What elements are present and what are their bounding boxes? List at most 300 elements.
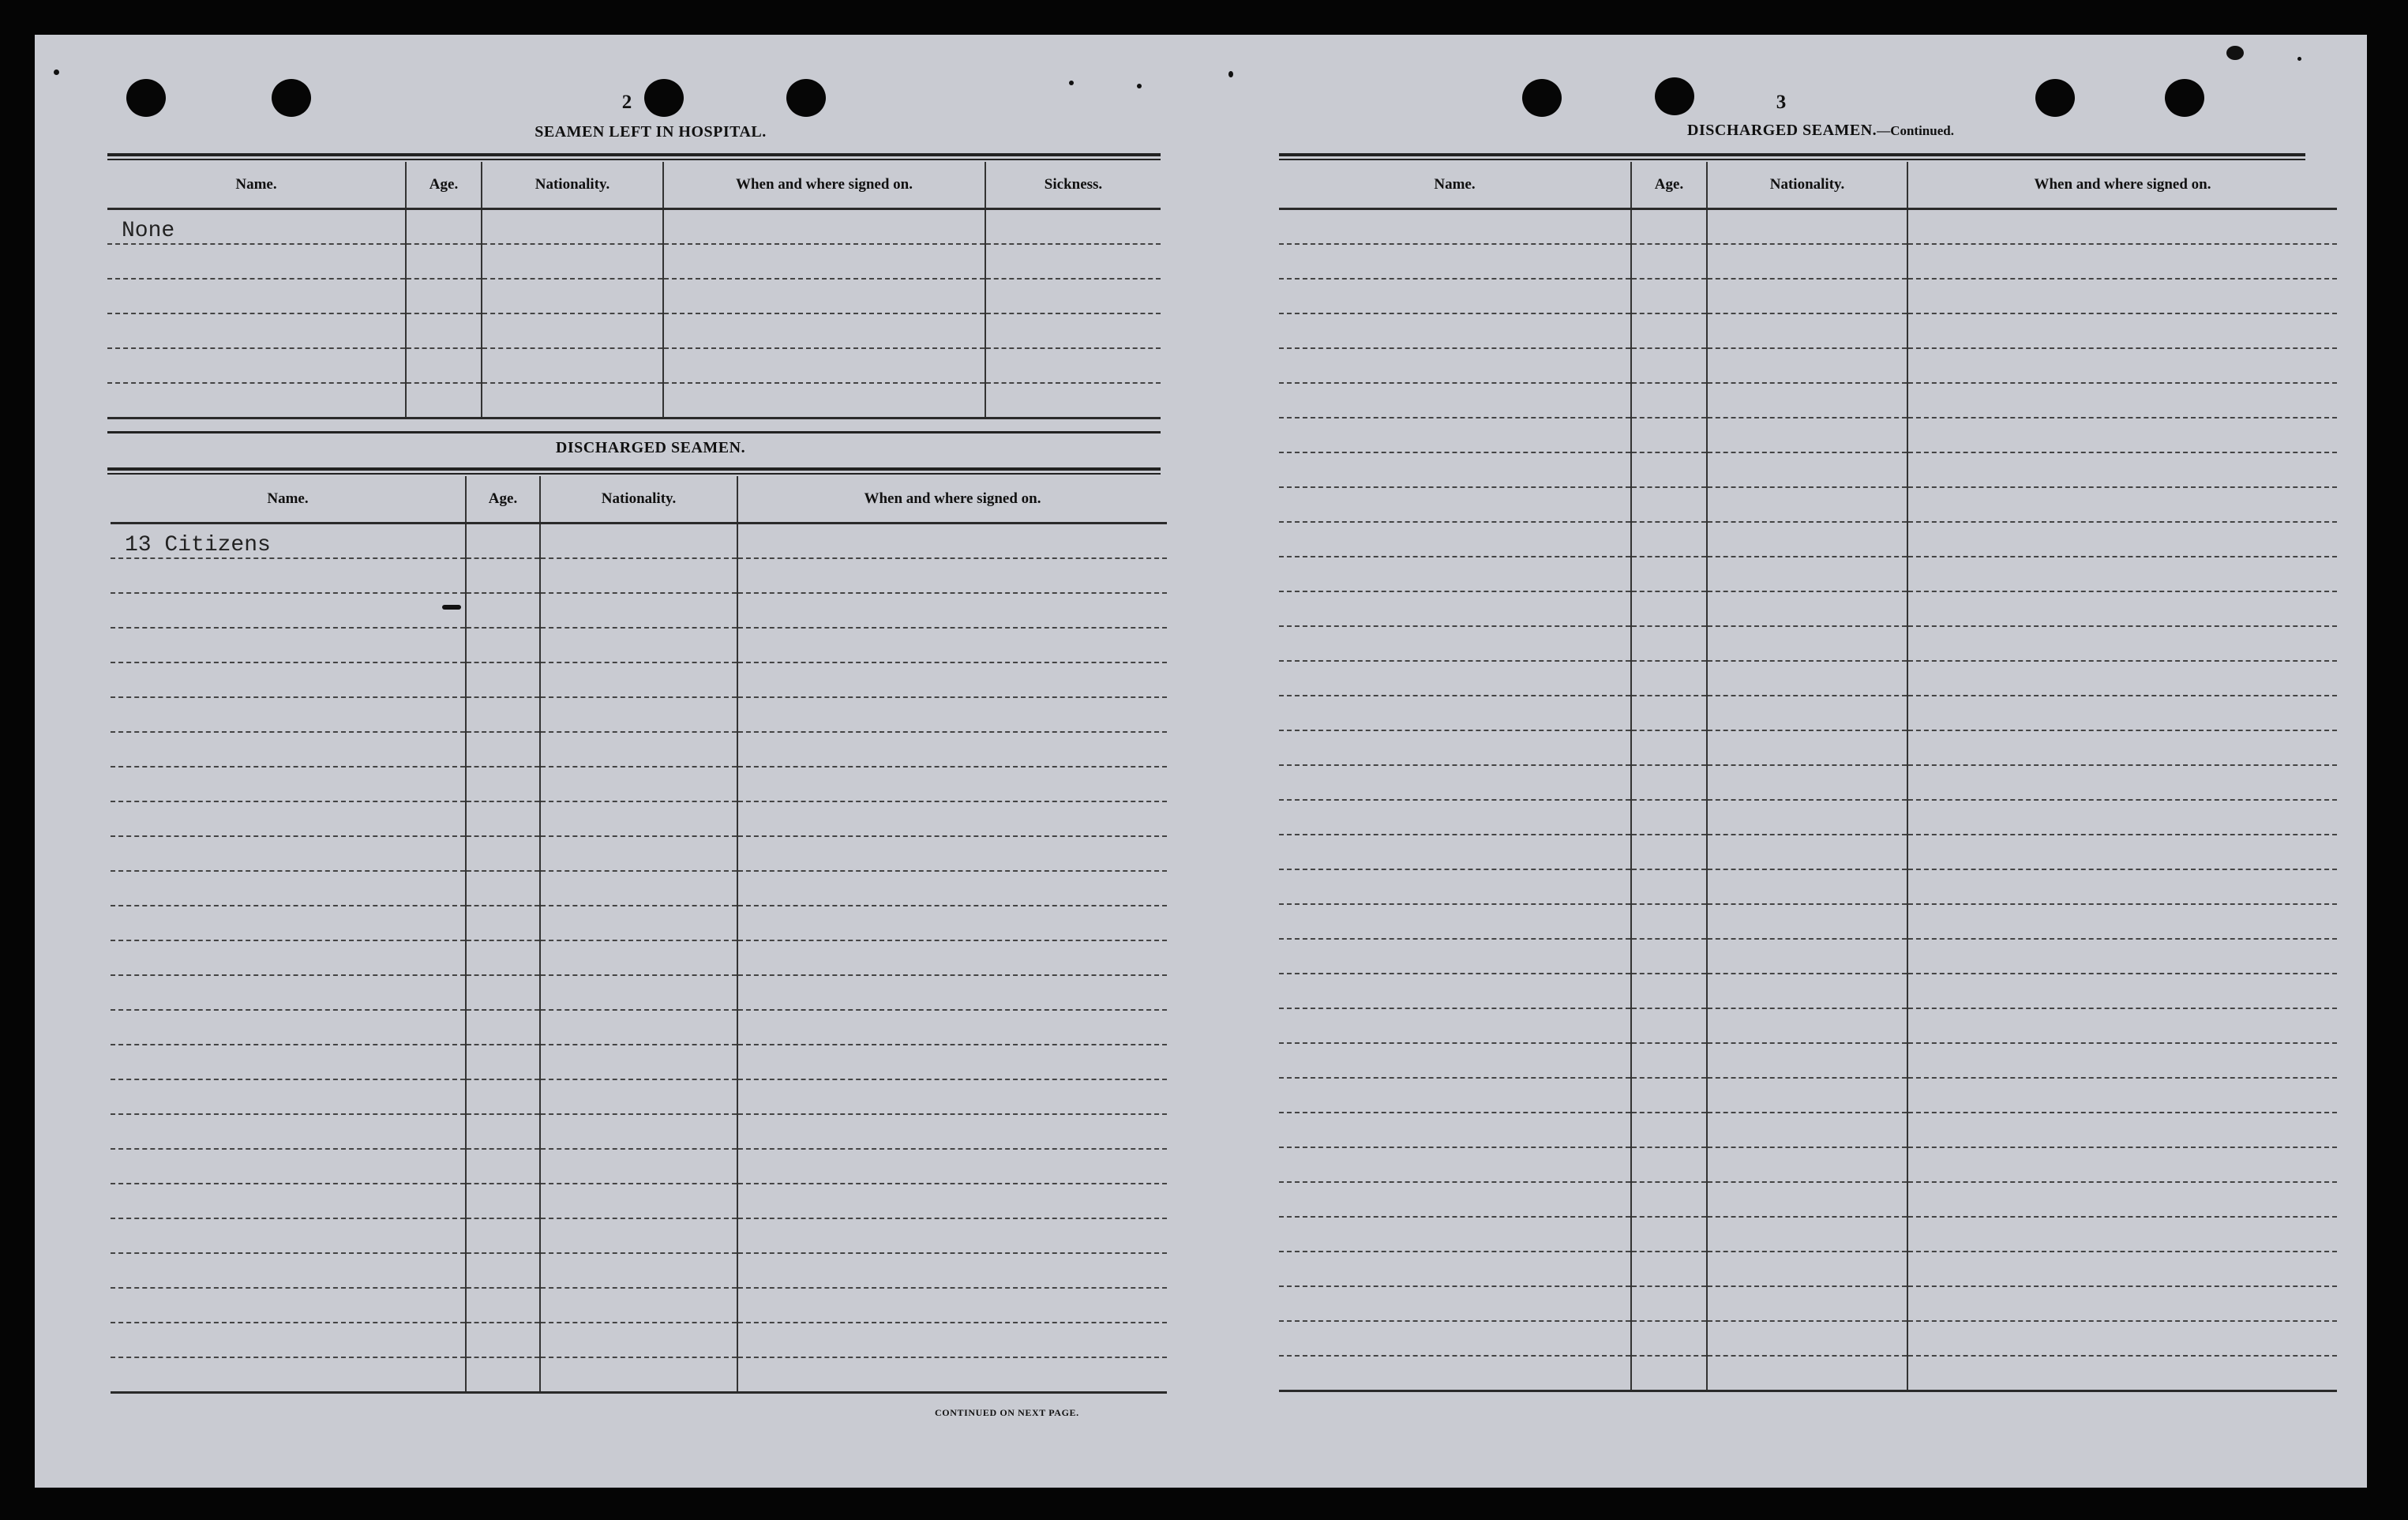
table-cell [540, 1357, 737, 1393]
table-cell [466, 1218, 540, 1253]
table-row [1279, 1356, 2337, 1391]
table-cell [1631, 1078, 1707, 1113]
column-header: Name. [107, 162, 406, 209]
table-cell [1707, 904, 1907, 939]
table-cell [1907, 383, 2337, 418]
table-row [111, 1288, 1167, 1323]
table-cell [466, 871, 540, 906]
table-cell [1907, 904, 2337, 939]
table-cell [1907, 244, 2337, 279]
table-cell [1707, 800, 1907, 835]
table-cell [1631, 418, 1707, 452]
table-cell [111, 767, 466, 801]
page-number: 2 [621, 92, 632, 113]
table-row [1279, 591, 2337, 626]
table-cell [1907, 765, 2337, 800]
table-cell [1907, 209, 2337, 245]
table-cell [1631, 487, 1707, 522]
table-cell [1631, 244, 1707, 279]
table-cell [1707, 730, 1907, 765]
table-row [1279, 348, 2337, 383]
table-cell [1907, 1147, 2337, 1182]
table-cell [1907, 418, 2337, 452]
table-cell [540, 524, 737, 559]
table-cell [1907, 1356, 2337, 1391]
table-row [1279, 1043, 2337, 1078]
table-cell [1279, 1286, 1631, 1321]
table-cell [1279, 661, 1631, 696]
table-row [107, 383, 1161, 418]
table-row [111, 940, 1167, 975]
table-cell [663, 244, 985, 279]
table-cell [466, 1079, 540, 1114]
table-row [111, 1218, 1167, 1253]
table-cell [737, 1149, 1167, 1184]
ink-speck [1069, 81, 1074, 85]
table-cell [1279, 765, 1631, 800]
table-cell [540, 801, 737, 836]
table-cell [1279, 1217, 1631, 1252]
column-header: Name. [1279, 162, 1631, 209]
table-row [1279, 244, 2337, 279]
table-cell [1631, 696, 1707, 730]
table-cell [1631, 279, 1707, 313]
table-cell [1907, 591, 2337, 626]
table-cell [1631, 765, 1707, 800]
column-header: Nationality. [482, 162, 663, 209]
table-cell [540, 1149, 737, 1184]
table-cell [1631, 1217, 1707, 1252]
table-row [1279, 1147, 2337, 1182]
table-row [1279, 279, 2337, 313]
table-cell [737, 628, 1167, 662]
table-cell [111, 801, 466, 836]
table-cell [737, 767, 1167, 801]
table-cell [737, 697, 1167, 732]
table-cell [663, 313, 985, 348]
table-row [1279, 939, 2337, 974]
table-cell [1279, 522, 1631, 557]
table-cell [1907, 661, 2337, 696]
table-cell [1907, 487, 2337, 522]
discharged-continued-table [1279, 162, 2337, 1392]
table-cell [1907, 348, 2337, 383]
table-cell [482, 244, 663, 279]
table-cell [1907, 1217, 2337, 1252]
table-cell [540, 1323, 737, 1357]
table-cell [406, 383, 482, 418]
table-cell [406, 279, 482, 313]
top-rule [107, 159, 1161, 160]
table-row [1279, 383, 2337, 418]
punch-hole [126, 79, 166, 117]
table-cell [111, 1114, 466, 1149]
table-cell [1631, 1182, 1707, 1217]
table-cell [1907, 522, 2337, 557]
table-cell [540, 975, 737, 1010]
column-header: Age. [1631, 162, 1707, 209]
table-cell [1631, 869, 1707, 904]
table-cell [466, 1253, 540, 1288]
table-cell [985, 383, 1161, 418]
table-cell [1907, 974, 2337, 1008]
section-rule [107, 473, 1161, 475]
table-cell [1631, 1356, 1707, 1391]
table-cell [1707, 1217, 1907, 1252]
table-cell [466, 1045, 540, 1079]
punch-hole [1522, 79, 1562, 117]
table-cell [1707, 696, 1907, 730]
table-row [111, 732, 1167, 767]
table-row [1279, 661, 2337, 696]
table-cell [1907, 939, 2337, 974]
table-cell [1707, 279, 1907, 313]
table-cell [466, 1323, 540, 1357]
table-cell [1279, 557, 1631, 591]
discharged-continued-title [1544, 122, 2097, 140]
ink-speck [2226, 46, 2244, 60]
table-cell [1631, 1321, 1707, 1356]
table-cell [111, 906, 466, 940]
table-cell [1279, 939, 1631, 974]
column-header: Sickness. [985, 162, 1161, 209]
table-cell [1907, 452, 2337, 487]
section-rule [107, 467, 1161, 471]
table-cell [1279, 1113, 1631, 1147]
table-cell [1707, 348, 1907, 383]
table-cell [540, 940, 737, 975]
table-cell [663, 348, 985, 383]
punch-hole [1655, 77, 1694, 115]
table-cell [466, 1288, 540, 1323]
table-cell [111, 697, 466, 732]
table-row [107, 279, 1161, 313]
table-row [111, 593, 1167, 628]
table-row [107, 348, 1161, 383]
table-cell [111, 1045, 466, 1079]
table-cell [663, 209, 985, 245]
table-cell [540, 1010, 737, 1045]
table-cell [1279, 800, 1631, 835]
table-cell [1907, 1182, 2337, 1217]
left-page [35, 35, 1251, 1488]
table-cell [540, 1045, 737, 1079]
table-cell [540, 732, 737, 767]
table-row [111, 906, 1167, 940]
table-cell [1631, 557, 1707, 591]
table-row [1279, 1286, 2337, 1321]
table-cell [1707, 487, 1907, 522]
top-rule [107, 153, 1161, 156]
table-cell [466, 836, 540, 871]
table-cell [540, 1218, 737, 1253]
table-cell [1707, 1113, 1907, 1147]
column-header: Age. [406, 162, 482, 209]
ink-speck [1228, 71, 1233, 77]
table-cell [1279, 696, 1631, 730]
table-row [1279, 696, 2337, 730]
table-cell [111, 1010, 466, 1045]
table-cell [1907, 800, 2337, 835]
table-cell [737, 558, 1167, 593]
table-row [1279, 869, 2337, 904]
table-row [1279, 522, 2337, 557]
table-cell [482, 348, 663, 383]
table-cell [737, 1288, 1167, 1323]
table-cell [406, 348, 482, 383]
table-cell [466, 593, 540, 628]
table-cell [540, 628, 737, 662]
table-cell [1279, 1147, 1631, 1182]
table-cell [111, 662, 466, 697]
punch-hole [786, 79, 826, 117]
table-row [111, 801, 1167, 836]
table-cell [540, 871, 737, 906]
discharged-section-title: DISCHARGED SEAMEN. [555, 439, 746, 456]
table-row [111, 1045, 1167, 1079]
table-cell [1631, 835, 1707, 869]
punch-hole [272, 79, 311, 117]
table-cell [466, 1357, 540, 1393]
table-cell [111, 836, 466, 871]
table-cell [466, 767, 540, 801]
table-row [1279, 487, 2337, 522]
table-cell [466, 975, 540, 1010]
table-cell [1707, 1043, 1907, 1078]
table-cell [1907, 869, 2337, 904]
table-row [111, 1010, 1167, 1045]
ink-speck [54, 69, 59, 75]
hospital-table [107, 162, 1161, 419]
table-cell [111, 871, 466, 906]
table-cell [737, 732, 1167, 767]
table-row [1279, 730, 2337, 765]
table-cell [1279, 452, 1631, 487]
table-cell [540, 558, 737, 593]
table-cell [1707, 452, 1907, 487]
ink-speck [1137, 84, 1142, 88]
table-cell [466, 628, 540, 662]
table-row [1279, 1113, 2337, 1147]
table-cell [663, 383, 985, 418]
table-cell [1631, 1043, 1707, 1078]
table-cell [466, 940, 540, 975]
table-cell [107, 279, 406, 313]
table-cell [1279, 626, 1631, 661]
table-cell [1907, 1286, 2337, 1321]
table-row [111, 662, 1167, 697]
table-row [1279, 313, 2337, 348]
table-cell [406, 313, 482, 348]
table-row [1279, 1008, 2337, 1043]
column-header: Nationality. [540, 476, 737, 524]
punch-hole [2165, 79, 2204, 117]
table-row [1279, 765, 2337, 800]
table-cell [1707, 974, 1907, 1008]
table-cell [466, 1184, 540, 1218]
table-row [1279, 209, 2337, 245]
table-row [111, 1357, 1167, 1393]
table-cell [1707, 1286, 1907, 1321]
table-cell [466, 662, 540, 697]
table-cell [111, 1288, 466, 1323]
table-cell [1631, 1008, 1707, 1043]
table-cell [111, 1184, 466, 1218]
table-cell [1279, 313, 1631, 348]
top-rule [1279, 153, 2305, 156]
table-cell [1631, 1147, 1707, 1182]
column-header: Name. [111, 476, 466, 524]
table-cell [1631, 348, 1707, 383]
table-cell [1631, 730, 1707, 765]
table-cell [540, 662, 737, 697]
table-row [107, 313, 1161, 348]
table-cell [1631, 452, 1707, 487]
table-cell [107, 383, 406, 418]
ink-speck [442, 605, 461, 610]
table-cell [737, 906, 1167, 940]
table-cell [737, 662, 1167, 697]
table-cell [466, 801, 540, 836]
table-cell [1707, 383, 1907, 418]
punch-hole [2035, 79, 2075, 117]
table-cell [1279, 487, 1631, 522]
table-cell [482, 279, 663, 313]
table-row [1279, 626, 2337, 661]
table-row [111, 1253, 1167, 1288]
table-cell [1631, 1113, 1707, 1147]
table-row [1279, 835, 2337, 869]
table-cell [111, 1357, 466, 1393]
table-cell [1907, 1321, 2337, 1356]
table-cell [1279, 869, 1631, 904]
table-cell [985, 313, 1161, 348]
table-row [1279, 418, 2337, 452]
table-cell [737, 801, 1167, 836]
table-cell [1279, 1252, 1631, 1286]
table-row [1279, 1217, 2337, 1252]
table-cell [737, 836, 1167, 871]
table-cell [111, 1149, 466, 1184]
column-header: Age. [466, 476, 540, 524]
table-cell [406, 244, 482, 279]
table-cell [1279, 974, 1631, 1008]
table-row [1279, 1078, 2337, 1113]
table-cell [1279, 730, 1631, 765]
table-cell [466, 906, 540, 940]
right-page [1243, 35, 2367, 1488]
table-cell [737, 1218, 1167, 1253]
table-cell [111, 1253, 466, 1288]
hospital-section-title: SEAMEN LEFT IN HOSPITAL. [534, 123, 767, 141]
table-cell [111, 1079, 466, 1114]
table-cell [540, 1288, 737, 1323]
table-row [1279, 800, 2337, 835]
table-cell [737, 1357, 1167, 1393]
table-cell [1907, 626, 2337, 661]
table-cell [1279, 348, 1631, 383]
table-cell [1631, 1286, 1707, 1321]
table-cell [1631, 661, 1707, 696]
table-cell [737, 871, 1167, 906]
column-header: When and where signed on. [663, 162, 985, 209]
table-row [111, 1114, 1167, 1149]
table-cell [406, 209, 482, 245]
table-cell [107, 313, 406, 348]
table-cell [1707, 835, 1907, 869]
table-cell [1707, 869, 1907, 904]
table-cell [1907, 696, 2337, 730]
table-cell [1631, 904, 1707, 939]
table-cell [1631, 313, 1707, 348]
table-cell [466, 697, 540, 732]
table-cell [1707, 522, 1907, 557]
table-cell [1707, 1078, 1907, 1113]
table-cell [1631, 939, 1707, 974]
table-cell [1707, 1147, 1907, 1182]
table-cell [540, 1114, 737, 1149]
table-cell [737, 1114, 1167, 1149]
table-cell [737, 1253, 1167, 1288]
table-cell [1279, 1321, 1631, 1356]
table-cell [1279, 209, 1631, 245]
table-cell [1907, 557, 2337, 591]
table-cell [1631, 591, 1707, 626]
top-rule [1279, 159, 2305, 160]
table-cell [1907, 1252, 2337, 1286]
table-cell [1907, 1113, 2337, 1147]
table-cell [466, 1010, 540, 1045]
table-cell [540, 593, 737, 628]
table-cell [1279, 591, 1631, 626]
table-cell [1279, 1078, 1631, 1113]
table-cell [111, 558, 466, 593]
table-row [1279, 1321, 2337, 1356]
table-cell [111, 628, 466, 662]
title-suffix: —Continued. [1877, 123, 1954, 138]
table-cell [1707, 1252, 1907, 1286]
table-cell [540, 1253, 737, 1288]
title-main: DISCHARGED SEAMEN. [1687, 122, 1877, 139]
table-row [111, 697, 1167, 732]
page-number: 3 [1776, 92, 1787, 113]
table-cell [466, 1114, 540, 1149]
table-row [1279, 1252, 2337, 1286]
table-cell [1907, 313, 2337, 348]
table-cell [737, 1184, 1167, 1218]
continued-note: CONTINUED ON NEXT PAGE. [935, 1407, 1079, 1418]
table-cell [1631, 209, 1707, 245]
table-row [111, 1323, 1167, 1357]
table-cell [540, 1079, 737, 1114]
table-row [111, 558, 1167, 593]
table-cell [1279, 279, 1631, 313]
table-cell [540, 836, 737, 871]
table-row [1279, 452, 2337, 487]
table-cell [737, 524, 1167, 559]
table-cell [663, 279, 985, 313]
table-cell [1707, 1321, 1907, 1356]
table-row [111, 1079, 1167, 1114]
table-cell [1279, 1043, 1631, 1078]
table-row [1279, 1182, 2337, 1217]
table-cell [482, 383, 663, 418]
table-cell [1707, 418, 1907, 452]
table-row [111, 1149, 1167, 1184]
table-row [1279, 974, 2337, 1008]
table-row [111, 871, 1167, 906]
table-cell [985, 244, 1161, 279]
